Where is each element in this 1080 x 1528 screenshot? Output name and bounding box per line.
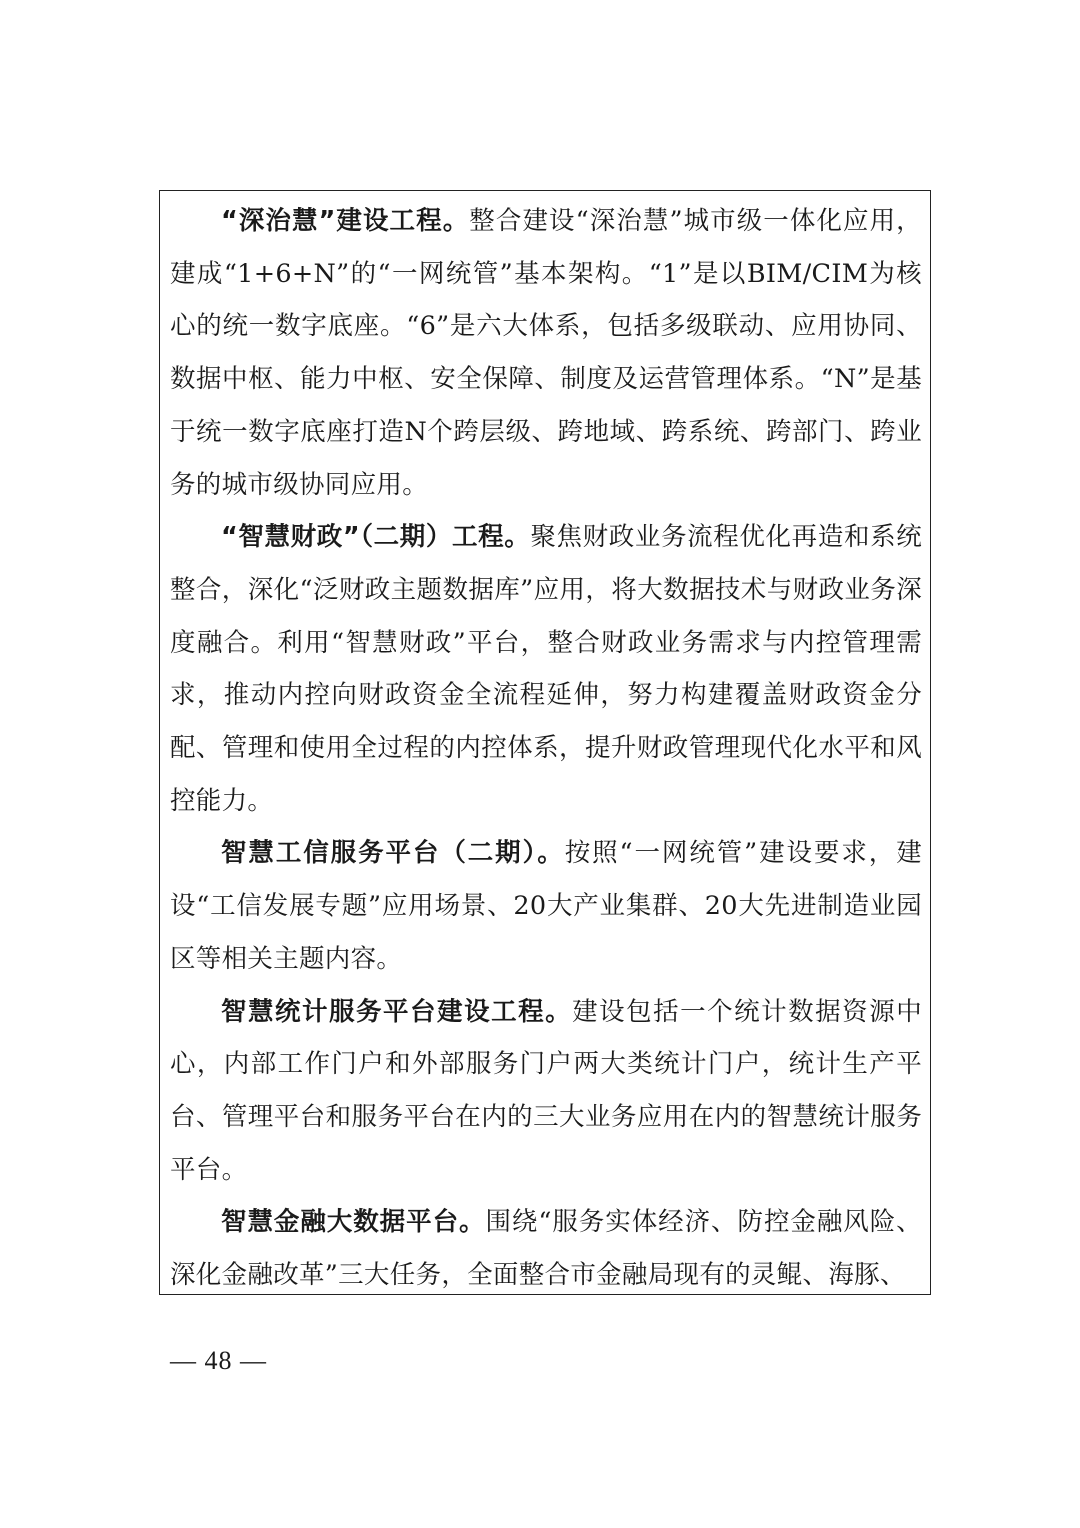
paragraph-smart-finance [170,511,922,827]
paragraph-finance-bigdata [170,1196,922,1295]
page-number: — 48 — [170,1346,267,1375]
paragraph-text: 按照“一网统管”建设要求，建设“工信发展专题”应用场景、20大产业集群、20大先进制造业园区等相关主题内容。 [170,838,922,974]
content-box [159,190,931,1295]
paragraph-text: 聚焦财政业务流程优化再造和系统整合，深化“泛财政主题数据库”应用，将大数据技术与财政业务深度融合。利用“智慧财政”平台，整合财政业务需求与内控管理需求，推动内控向财政资金全流程延伸，努力构建覆盖财政资金分配、管理和使用全过程的内控体系，提升财政管理现代化水平和风控能力。 [170,522,922,816]
paragraph-text: 围绕“服务实体经济、防控金融风险、深化金融改革”三大任务，全面整合市金融局现有的灵鲲、海豚、 [170,1207,922,1291]
paragraph-lead: 智慧工信服务平台（二期）。 [221,838,565,869]
paragraph-statistics-platform [170,986,922,1197]
paragraph-lead: “智慧财政”（二期）工程。 [221,522,531,553]
paragraph-text: 建设包括一个统计数据资源中心，内部工作门户和外部服务门户两大类统计门户，统计生产平台、管理平台和服务平台在内的三大业务应用在内的智慧统计服务平台。 [170,996,923,1185]
paragraph-shenzhihui [170,195,922,511]
paragraph-lead: 智慧金融大数据平台。 [221,1207,486,1238]
content-body [170,195,922,1295]
paragraph-lead: 智慧统计服务平台建设工程。 [221,996,573,1027]
paragraph-text: 整合建设“深治慧”城市级一体化应用，建成“1+6+N”的“一网统管”基本架构。“1”是以BIM/CIM为核心的统一数字底座。“6”是六大体系，包括多级联动、应用协同、数据中枢、能力中枢、安全保障、制度及运营管理体系。“N”是基于统一数字底座打造N个跨层级、跨地域、跨系统、跨部门、跨业务的城市级协同应用。 [170,206,922,500]
paragraph-industry-platform [170,827,922,985]
paragraph-lead: “深治慧”建设工程。 [221,206,470,236]
